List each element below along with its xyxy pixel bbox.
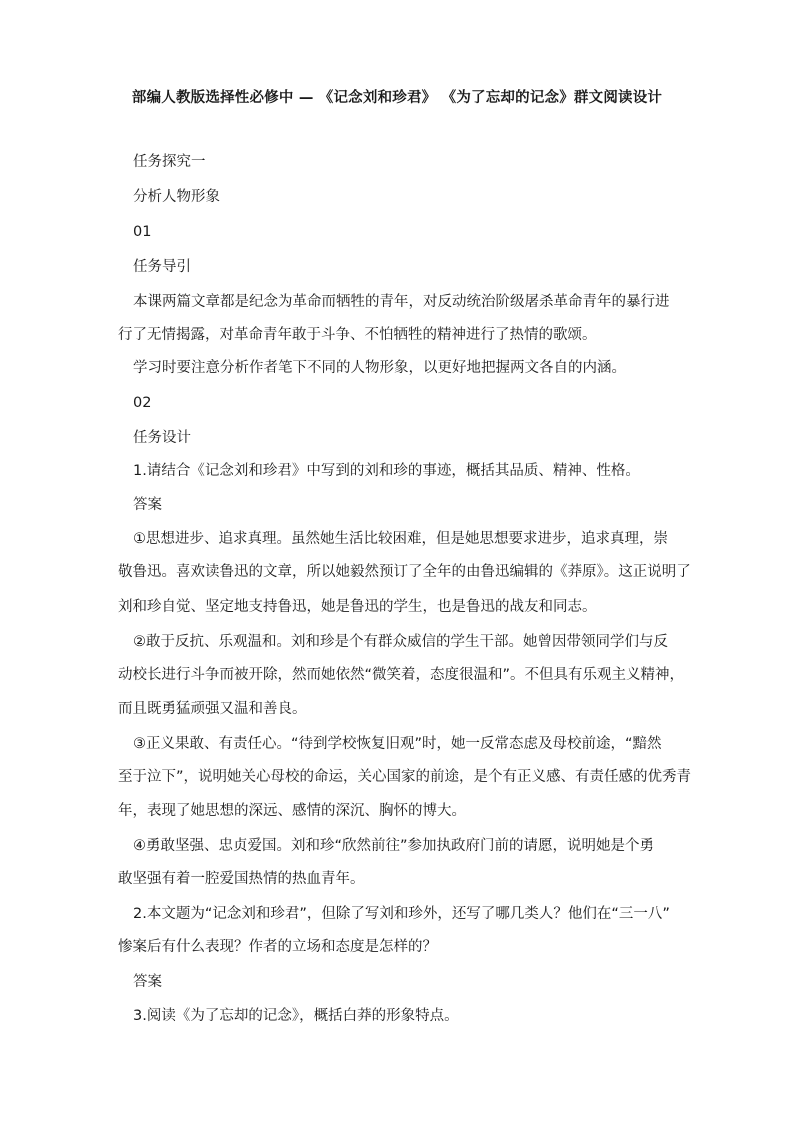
question-2-line-1: 2.本文题为“记念刘和珍君”，但除了写刘和珍外，还写了哪几类人？他们在“三一八” <box>133 906 670 922</box>
answer-label-1: 答案 <box>133 497 162 513</box>
answer-label-2: 答案 <box>133 974 162 990</box>
design-heading: 任务设计 <box>133 430 191 446</box>
answer-1-point-2-line-2: 动校长进行斗争而被开除，然而她依然“微笑着，态度很温和”。不但具有乐观主义精神， <box>118 667 685 683</box>
guide-heading: 任务导引 <box>133 259 191 275</box>
answer-1-point-1-line-2: 敬鲁迅。喜欢读鲁迅的文章，所以她毅然预订了全年的由鲁迅编辑的《莽原》。这正说明了 <box>118 564 691 580</box>
question-3: 3.阅读《为了忘却的记念》，概括白莽的形象特点。 <box>133 1008 459 1024</box>
guide-paragraph-1-line-2: 行了无情揭露，对革命青年敢于斗争、不怕牺牲的精神进行了热情的歌颂。 <box>118 327 597 343</box>
answer-1-point-3-line-2: 至于泣下”，说明她关心母校的命运，关心国家的前途，是个有正义感、有责任感的优秀青 <box>118 769 692 785</box>
answer-1-point-3-line-1: ③正义果敢、有责任心。“待到学校恢复旧观”时，她一反常态虑及母校前途，“黯然 <box>133 736 662 752</box>
answer-1-point-1-line-3: 刘和珍自觉、坚定地支持鲁迅，她是鲁迅的学生，也是鲁迅的战友和同志。 <box>118 599 597 615</box>
answer-1-point-2-line-3: 而且既勇猛顽强又温和善良。 <box>118 701 307 717</box>
task1-subheading: 分析人物形象 <box>133 189 220 205</box>
question-1: 1.请结合《记念刘和珍君》中写到的刘和珍的事迹，概括其品质、精神、性格。 <box>133 463 640 479</box>
answer-1-point-1-line-1: ①思想进步、追求真理。虽然她生活比较困难，但是她思想要求进步，追求真理，崇 <box>133 531 668 547</box>
guide-paragraph-2: 学习时要注意分析作者笔下不同的人物形象，以更好地把握两文各自的内涵。 <box>133 360 626 376</box>
answer-1-point-4-line-1: ④勇敢坚强、忠贞爱国。刘和珍“欣然前往”参加执政府门前的请愿，说明她是个勇 <box>133 838 655 854</box>
guide-paragraph-1-line-1: 本课两篇文章都是纪念为革命而牺牲的青年，对反动统治阶级屠杀革命青年的暴行进 <box>133 294 670 310</box>
task1-heading: 任务探究一 <box>133 154 206 170</box>
answer-1-point-2-line-1: ②敢于反抗、乐观温和。刘和珍是个有群众威信的学生干部。她曾因带领同学们与反 <box>133 634 668 650</box>
section-number-01: 01 <box>133 224 152 240</box>
document-title: 部编人教版选择性必修中 — 《记念刘和珍君》 《为了忘却的记念》群文阅读设计 <box>131 90 663 106</box>
answer-1-point-4-line-2: 敢坚强有着一腔爱国热情的热血青年。 <box>118 871 365 887</box>
section-number-02: 02 <box>133 395 152 411</box>
question-2-line-2: 惨案后有什么表现？作者的立场和态度是怎样的？ <box>118 939 437 955</box>
answer-1-point-3-line-3: 年，表现了她思想的深远、感情的深沉、胸怀的博大。 <box>118 803 466 819</box>
